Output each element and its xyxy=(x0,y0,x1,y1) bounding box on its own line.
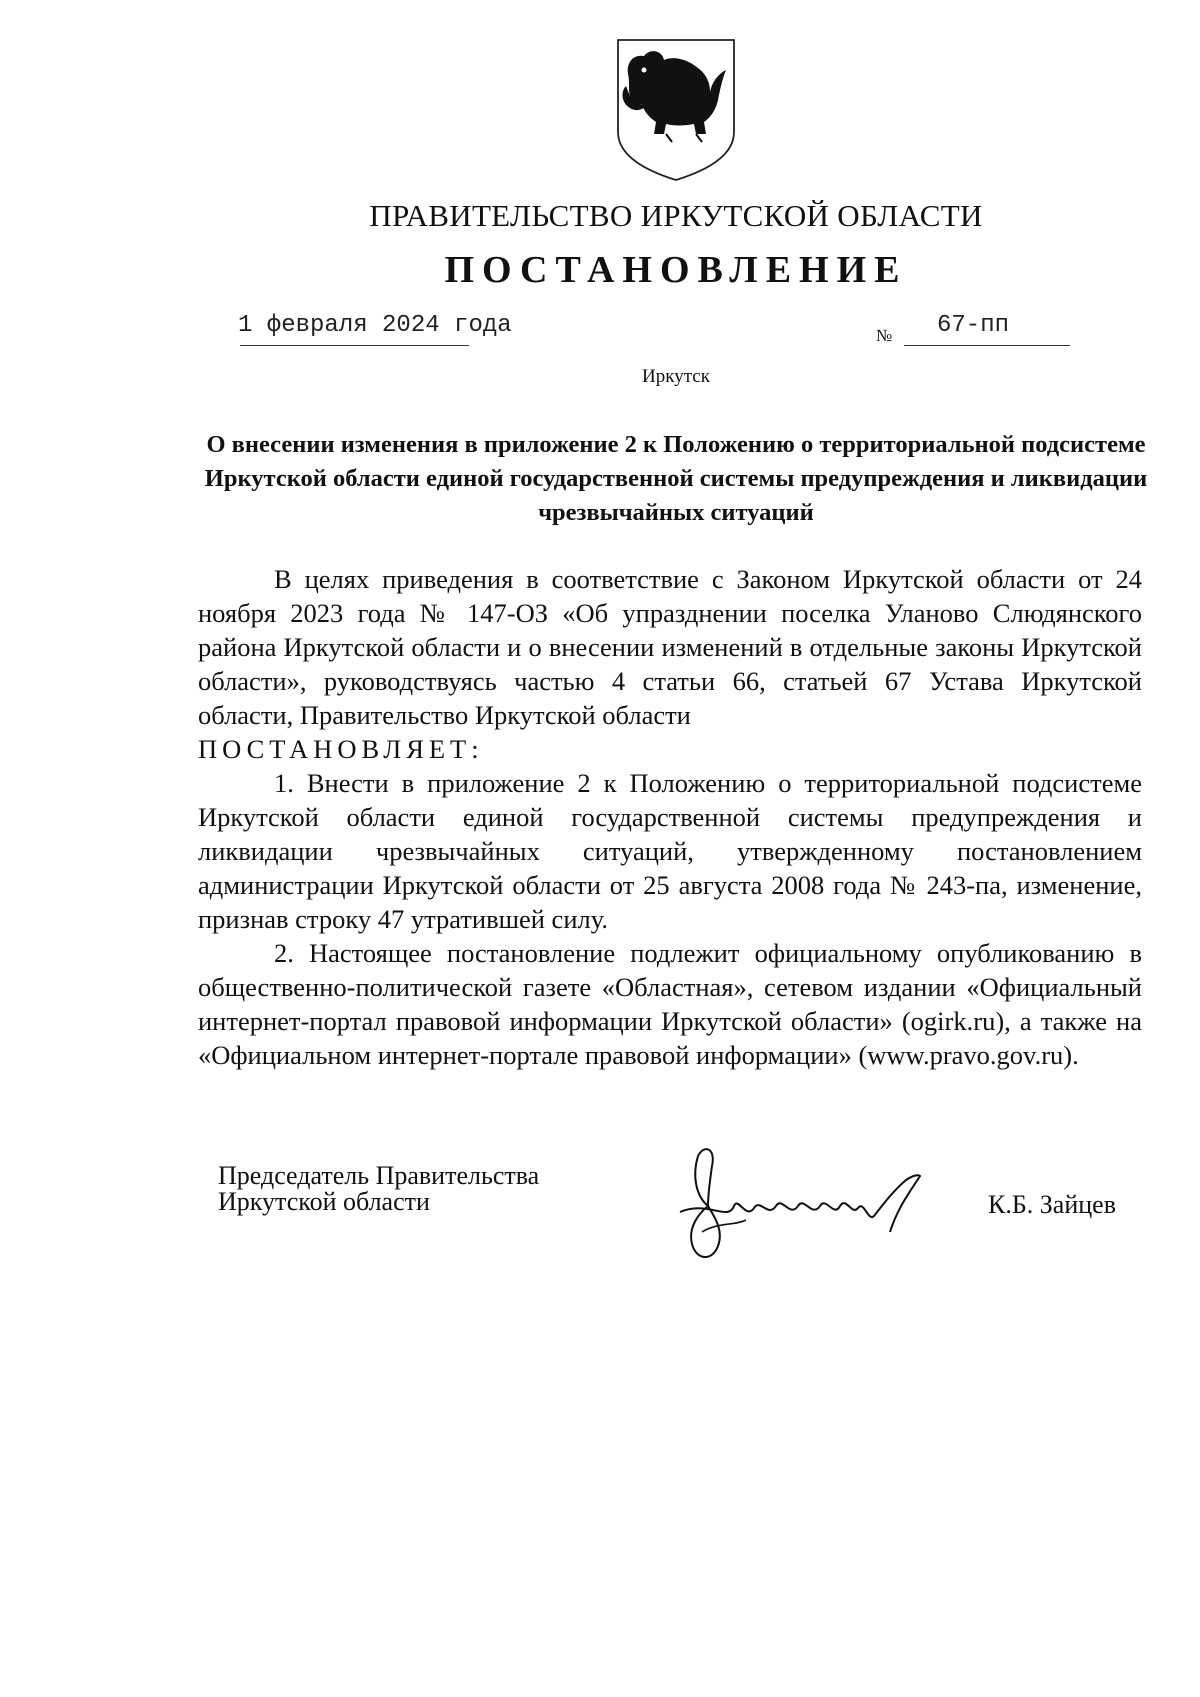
handwritten-signature xyxy=(668,1136,948,1296)
number-sign: № xyxy=(876,326,893,345)
document-city: Иркутск xyxy=(642,366,710,387)
government-title: ПРАВИТЕЛЬСТВО ИРКУТСКОЙ ОБЛАСТИ xyxy=(369,198,983,233)
document-type: ПОСТАНОВЛЕНИЕ xyxy=(444,249,908,291)
signatory-position-line-1: Председатель Правительства xyxy=(218,1161,540,1190)
resolves-word: ПОСТАНОВЛЯЕТ: xyxy=(198,734,484,764)
document-body xyxy=(198,562,1142,1072)
date-underline xyxy=(240,345,469,346)
preamble-paragraph: В целях приведения в соответствие с Законом Иркутской области от 24 ноября 2023 года № 147-ОЗ «Об упразднении поселка Уланово Слюдянского района Иркутской области и о внесении изменений в отдельные законы Иркутской области», руководствуясь частью 4 статьи 66, статьей 67 Устава Иркутской области, Правительство Иркутской области xyxy=(198,564,1142,730)
signatory-position-line-2: Иркутской области xyxy=(218,1187,430,1216)
signatory-position xyxy=(218,1163,539,1215)
item-1-paragraph: 1. Внести в приложение 2 к Положению о территориальной подсистеме Иркутской области единой государственной системы предупреждения и ликвидации чрезвычайных ситуаций, утвержденному постановлением администрации Иркутской области от 25 августа 2008 года № 243-па, изменение, признав строку 47 утратившей силу. xyxy=(198,768,1142,934)
signatory-name: К.Б. Зайцев xyxy=(988,1190,1116,1219)
number-underline xyxy=(904,345,1070,346)
document-number: 67-пп xyxy=(937,312,1010,339)
document-date: 1 февраля 2024 года xyxy=(238,312,512,339)
document-heading: О внесении изменения в приложение 2 к Положению о территориальной подсистеме Иркутской области единой государственной системы предупреждения и ликвидации чрезвычайных ситуаций xyxy=(204,431,1148,526)
item-2-paragraph: 2. Настоящее постановление подлежит официальному опубликованию в общественно-политической газете «Областная», сетевом издании «Официальный интернет-портал правовой информации Иркутской области» (ogirk.ru), а также на «Официальном интернет-портале правовой информации» (www.pravo.gov.ru). xyxy=(198,938,1142,1070)
coat-of-arms-icon xyxy=(614,34,738,184)
